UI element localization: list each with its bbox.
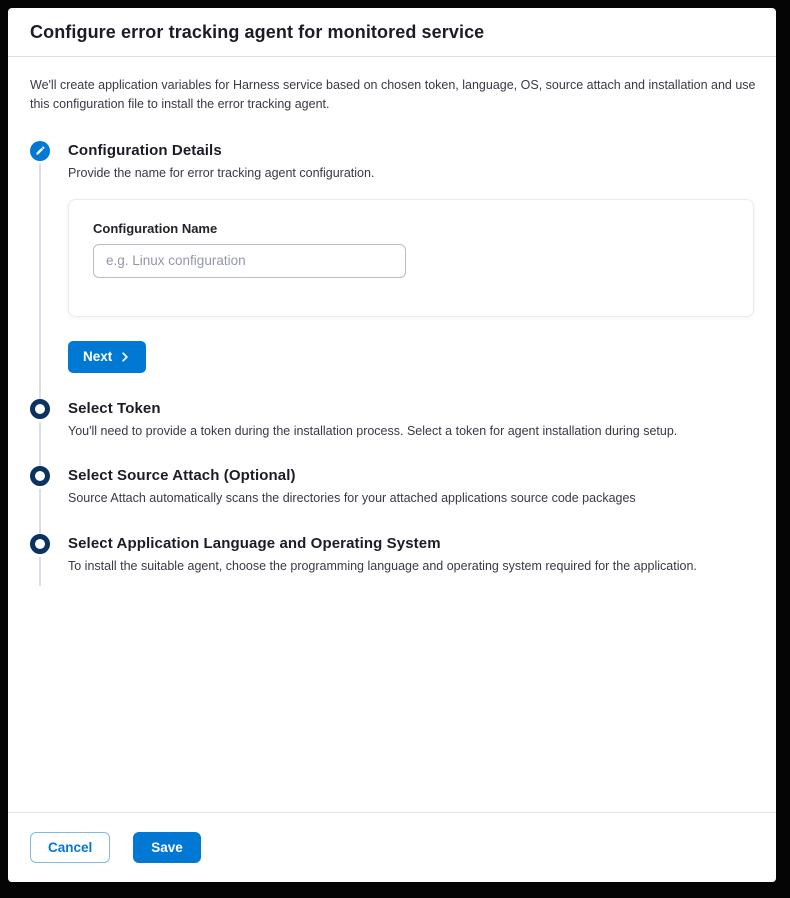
dialog-header [8,8,776,57]
step-configuration-details [30,141,756,399]
step-header-configuration-details[interactable] [68,141,756,183]
step-connector-line [39,557,41,586]
next-button[interactable] [68,341,146,373]
step-description: Source Attach automatically scans the directories for your attached applications source code packages [68,491,636,506]
step-connector-line [39,422,41,467]
step-connector-line [39,164,41,399]
step-select-token [30,399,756,467]
next-button-label: Next [83,349,113,364]
configuration-name-input[interactable] [93,244,406,278]
step-description: You'll need to provide a token during the installation process. Select a token for agent installation during setup. [68,423,678,438]
step-content [68,141,756,399]
save-button[interactable]: Save [133,832,201,863]
step-label: Configuration Details [68,141,222,159]
step-label: Select Source Attach (Optional) [68,467,296,485]
configure-agent-dialog [8,8,776,882]
step-rail [30,399,50,467]
step-header-select-token[interactable] [68,399,756,441]
step-select-language-os [30,534,756,586]
configuration-card [68,199,754,317]
step-label: Select Application Language and Operating System [68,535,441,552]
step-description: Provide the name for error tracking agent configuration. [68,165,375,180]
configuration-name-label: Configuration Name [93,220,218,236]
step-rail [30,141,50,399]
dialog-body [8,57,776,812]
dialog-footer [8,812,776,882]
step-description: To install the suitable agent, choose the programming language and operating system required for the application. [68,559,697,573]
wizard-steps [30,141,756,586]
cancel-button[interactable]: Cancel [30,832,110,863]
pencil-icon [30,141,50,161]
step-select-source-attach [30,466,756,534]
step-header-select-source-attach[interactable] [68,466,756,508]
page-title: Configure error tracking agent for monitored service [30,22,485,42]
step-label: Select Token [68,399,161,417]
circle-ring-icon [30,399,50,419]
step-content [68,399,756,467]
step-content [68,534,756,586]
step-connector-line [39,489,41,534]
step-rail [30,534,50,586]
step-header-select-language-os[interactable] [68,534,756,576]
chevron-right-icon [119,351,131,363]
intro-text: We'll create application variables for Harness service based on chosen token, language, OS, source attach and installation and use this configuration file to install the error tracking agent. [30,78,756,112]
step-rail [30,466,50,534]
step-content [68,466,756,534]
circle-ring-icon [30,466,50,486]
circle-ring-icon [30,534,50,554]
